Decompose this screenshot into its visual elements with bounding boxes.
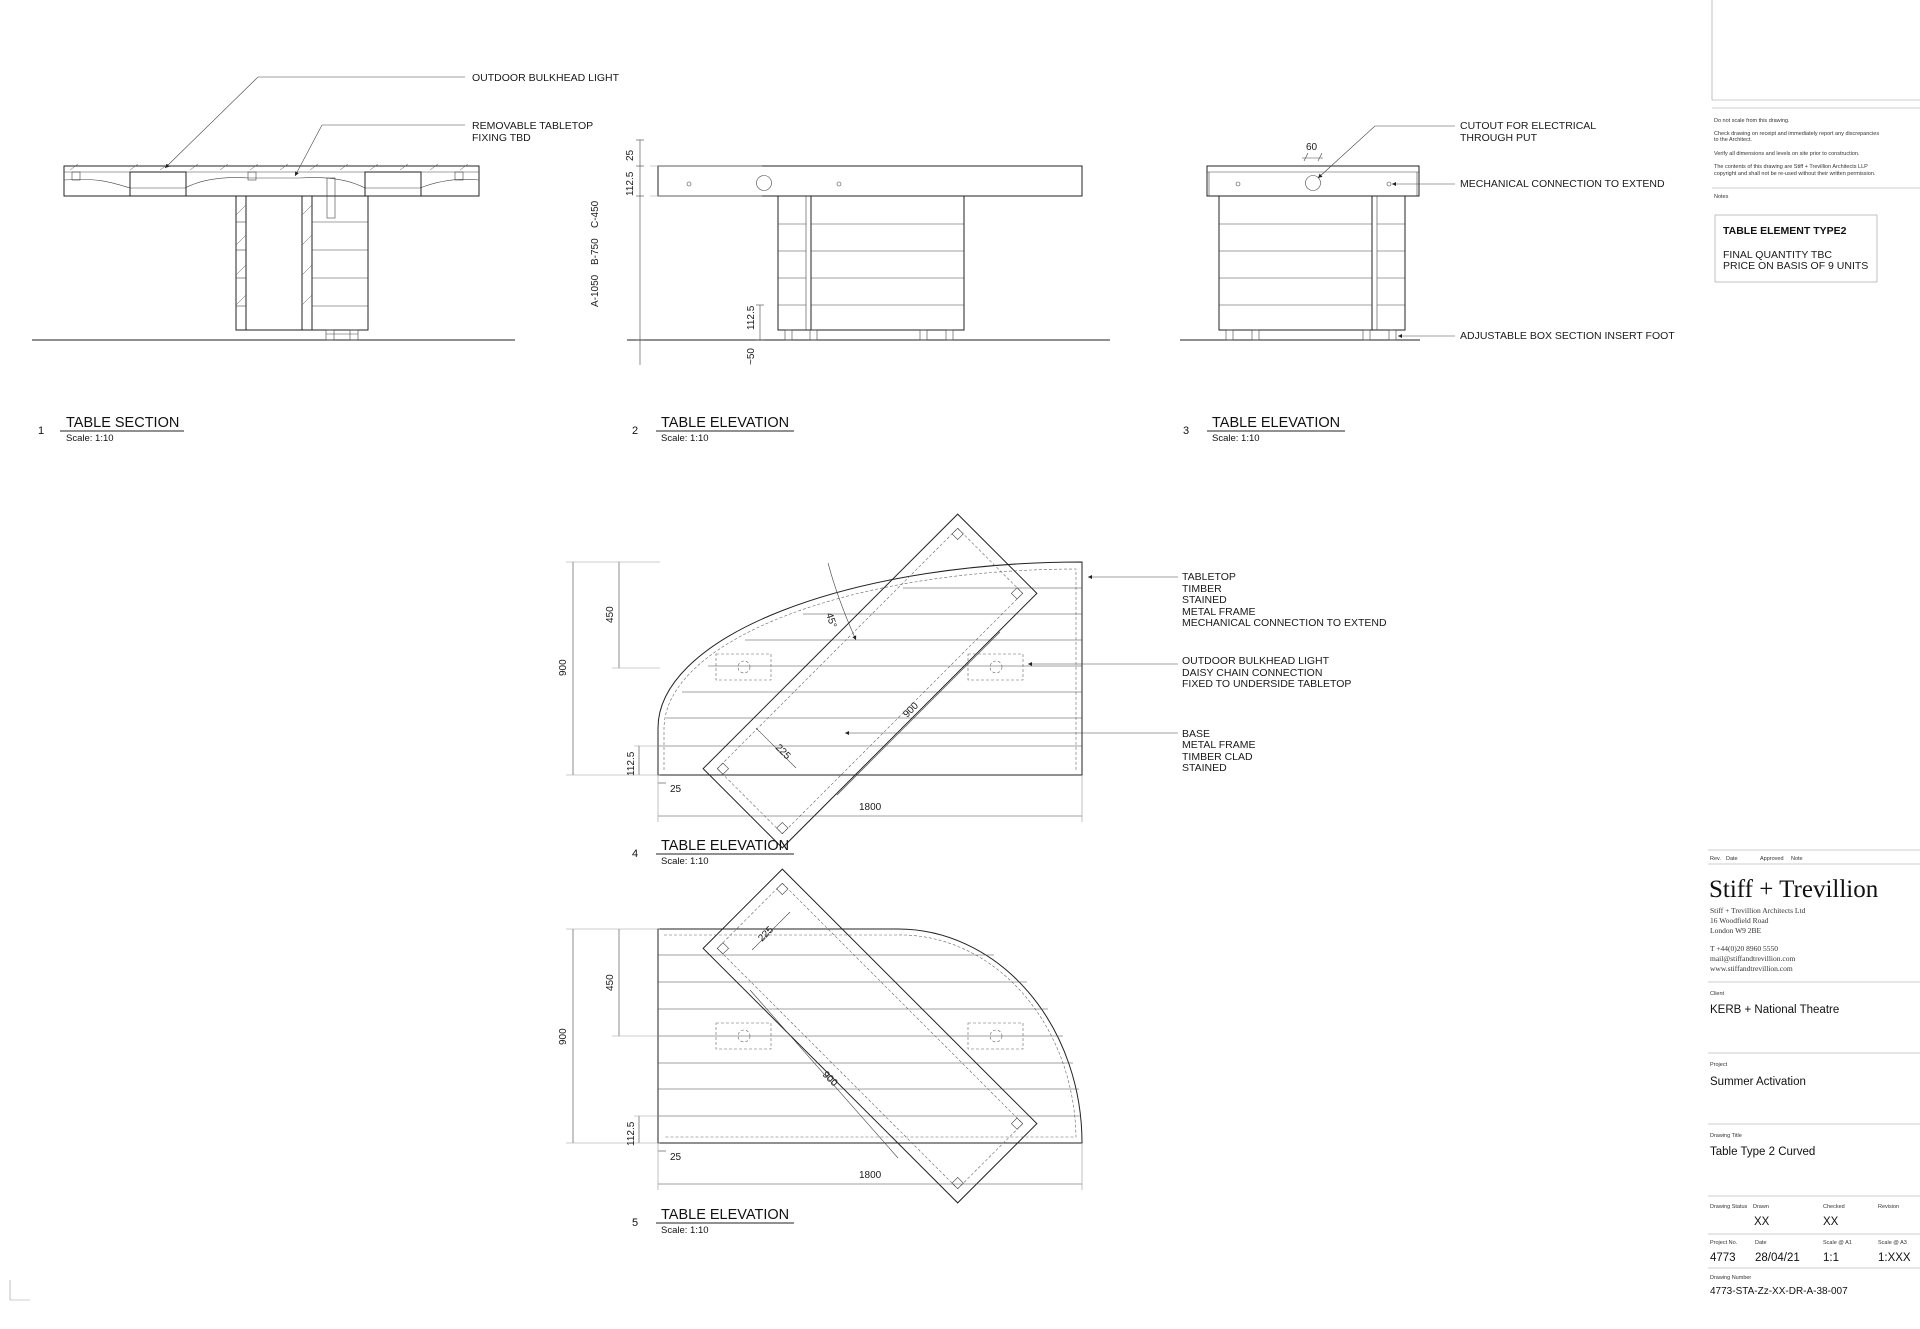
callout-text: FIXED TO UNDERSIDE TABLETOP	[1182, 678, 1352, 690]
dim-plan4-diag225: 225	[772, 742, 793, 762]
dim-plan4-1800: 1800	[859, 802, 882, 813]
callout-text: MECHANICAL CONNECTION TO EXTEND	[1182, 617, 1387, 629]
dim-plan4-25: 25	[670, 784, 682, 795]
dim-plan4-1125: 112.5	[626, 751, 637, 776]
note-box-title: TABLE ELEMENT TYPE2	[1723, 225, 1847, 237]
callout-elev3-cutout-1: CUTOUT FOR ELECTRICAL	[1460, 120, 1597, 132]
date-value: 28/04/21	[1755, 1252, 1800, 1264]
drawn-label: Drawn	[1753, 1204, 1769, 1210]
firm-address-line: Stiff + Trevillion Architects Ltd	[1710, 906, 1806, 915]
drawing-5-title: TABLE ELEVATION	[661, 1207, 790, 1223]
dim-plan5-450: 450	[605, 974, 616, 991]
note-line: copyright and shall not be re-used without their written permission.	[1714, 171, 1876, 177]
client-value: KERB + National Theatre	[1710, 1004, 1840, 1016]
title-block	[1708, 850, 1920, 1297]
dim-plan4-angle: 45°	[823, 611, 839, 630]
drawn-value: XX	[1754, 1216, 1770, 1228]
project-no-label: Project No.	[1710, 1240, 1738, 1246]
drawing-number-value: 4773-STA-Zz-XX-DR-A-38-007	[1710, 1286, 1848, 1297]
client-label: Client	[1710, 991, 1725, 997]
rev-header: Date	[1726, 856, 1738, 862]
revision-label: Revision	[1878, 1204, 1900, 1210]
callout-text: STAINED	[1182, 762, 1227, 774]
dim-elev2-frame: 112.5	[625, 171, 636, 196]
note-line: Check drawing on receipt and immediately report any discrepancies	[1714, 131, 1880, 137]
callout-text: OUTDOOR BULKHEAD LIGHT	[1182, 655, 1330, 667]
firm-contact-line: T +44(0)20 8960 5550	[1710, 944, 1779, 953]
callout-text: DAISY CHAIN CONNECTION	[1182, 667, 1323, 679]
drawing-1-scale: Scale: 1:10	[66, 433, 114, 444]
drawing-1-number: 1	[38, 425, 45, 437]
checked-value: XX	[1823, 1216, 1839, 1228]
plan4-callout-tabletop	[1182, 571, 1387, 629]
date-label: Date	[1755, 1240, 1767, 1246]
note-line: The contents of this drawing are Stiff + Trevillion Architects LLP	[1714, 164, 1868, 170]
callout-text: STAINED	[1182, 594, 1227, 606]
dim-elev2-b: B-750	[590, 238, 601, 265]
table-elevation-3-drawing	[1180, 120, 1675, 444]
project-no-value: 4773	[1710, 1252, 1736, 1264]
dim-elev2-top: 25	[625, 149, 636, 161]
callout-elev3-foot: ADJUSTABLE BOX SECTION INSERT FOOT	[1460, 330, 1675, 342]
table-section-drawing	[32, 72, 620, 444]
note-line: Do not scale from this drawing.	[1714, 118, 1790, 124]
table-elevation-2-drawing	[590, 140, 1110, 444]
callout-text: TABLETOP	[1182, 571, 1236, 583]
note-line: to the Architect.	[1714, 137, 1752, 143]
scale-a3-value: 1:XXX	[1878, 1252, 1911, 1264]
drawing-4-title: TABLE ELEVATION	[661, 838, 790, 854]
callout-text: METAL FRAME	[1182, 739, 1256, 751]
table-plan-4-drawing	[558, 514, 1387, 867]
firm-contact-line: mail@stiffandtrevillion.com	[1710, 954, 1796, 963]
firm-contact-line: www.stiffandtrevillion.com	[1710, 964, 1793, 973]
drawing-2-title: TABLE ELEVATION	[661, 415, 790, 431]
project-label: Project	[1710, 1062, 1728, 1068]
dim-plan5-1125: 112.5	[626, 1121, 637, 1146]
scale-a1-value: 1:1	[1823, 1252, 1839, 1264]
rev-header: Rev.	[1710, 856, 1721, 862]
drawing-3-title: TABLE ELEVATION	[1212, 415, 1341, 431]
notes-heading: Notes	[1714, 194, 1729, 200]
rev-header: Approved	[1760, 856, 1784, 862]
checked-label: Checked	[1823, 1204, 1845, 1210]
dim-plan4-diag900: 900	[901, 700, 921, 721]
callout-elev3-cutout-2: THROUGH PUT	[1460, 132, 1537, 144]
notes-panel	[1712, 0, 1920, 282]
drawing-title-value: Table Type 2 Curved	[1710, 1146, 1816, 1158]
tabletop-hatch	[70, 164, 468, 170]
callout-section-tabletop-1: REMOVABLE TABLETOP	[472, 120, 594, 132]
drawing-2-number: 2	[632, 425, 639, 437]
dim-plan5-25: 25	[670, 1152, 682, 1163]
drawing-5-number: 5	[632, 1217, 639, 1229]
drawing-title-label: Drawing Title	[1710, 1133, 1742, 1139]
plan4-callout-base	[1182, 728, 1256, 774]
drawing-1-title: TABLE SECTION	[66, 415, 180, 431]
dim-elev2-foot: ~50	[746, 348, 757, 365]
firm-address-line: London W9 2BE	[1710, 926, 1762, 935]
callout-text: BASE	[1182, 728, 1211, 740]
drawing-3-number: 3	[1183, 425, 1190, 437]
callout-text: TIMBER CLAD	[1182, 751, 1253, 763]
scale-a3-label: Scale @ A3	[1878, 1240, 1907, 1246]
drawing-2-scale: Scale: 1:10	[661, 433, 709, 444]
drawing-4-number: 4	[632, 848, 639, 860]
firm-address-line: 16 Woodfield Road	[1710, 916, 1769, 925]
drawing-4-scale: Scale: 1:10	[661, 856, 709, 867]
corner-mark	[10, 1280, 30, 1300]
note-box-line-1: FINAL QUANTITY TBC	[1723, 249, 1832, 261]
firm-logo: Stiff + Trevillion	[1709, 876, 1879, 903]
table-plan-5-drawing	[558, 869, 1082, 1236]
callout-section-tabletop-2: FIXING TBD	[472, 132, 531, 144]
dim-plan5-900: 900	[558, 1028, 569, 1045]
drawing-3-scale: Scale: 1:10	[1212, 433, 1260, 444]
callout-text: METAL FRAME	[1182, 606, 1256, 618]
dim-plan5-diag225: 225	[756, 924, 776, 945]
dim-elev2-a: A-1050	[590, 274, 601, 307]
note-box-line-2: PRICE ON BASIS OF 9 UNITS	[1723, 260, 1869, 272]
dim-elev2-c: C-450	[590, 200, 601, 228]
plan5-plank-lines	[658, 955, 1081, 1116]
callout-elev3-mechanical: MECHANICAL CONNECTION TO EXTEND	[1460, 178, 1665, 190]
rev-header: Note	[1791, 856, 1803, 862]
callout-section-light: OUTDOOR BULKHEAD LIGHT	[472, 72, 620, 84]
project-value: Summer Activation	[1710, 1076, 1806, 1088]
status-label: Drawing Status	[1710, 1204, 1748, 1210]
note-line: Verify all dimensions and levels on site prior to construction.	[1714, 151, 1860, 157]
scale-a1-label: Scale @ A1	[1823, 1240, 1852, 1246]
dim-plan5-diag900: 900	[819, 1069, 840, 1089]
dim-elev2-base: 112.5	[746, 305, 757, 330]
plan4-callout-light	[1182, 655, 1351, 690]
dim-elev3-cutout: 60	[1306, 142, 1318, 153]
dim-plan4-900: 900	[558, 659, 569, 676]
callout-text: TIMBER	[1182, 583, 1222, 595]
dim-plan5-1800: 1800	[859, 1170, 882, 1181]
drawing-5-scale: Scale: 1:10	[661, 1225, 709, 1236]
drawing-number-label: Drawing Number	[1710, 1275, 1752, 1281]
dim-plan4-450: 450	[605, 606, 616, 623]
